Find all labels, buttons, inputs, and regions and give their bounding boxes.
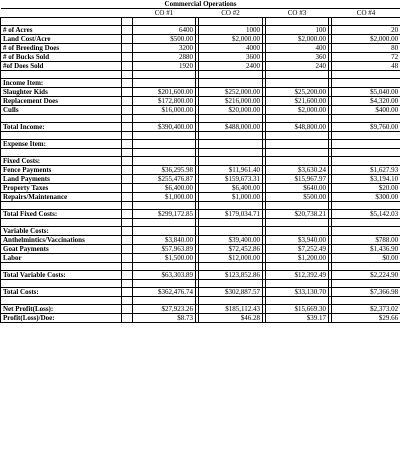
value-cell[interactable]: $29.66 [332, 314, 400, 323]
spacer-cell [122, 193, 133, 202]
value-cell[interactable]: $4,320.00 [332, 97, 400, 106]
value-cell[interactable]: $299,172.85 [133, 210, 196, 219]
value-cell[interactable]: $46.28 [199, 314, 263, 323]
value-cell[interactable] [266, 227, 329, 236]
value-cell[interactable] [199, 280, 263, 288]
corner-cell [1, 9, 122, 18]
table-row [1, 219, 400, 227]
value-cell[interactable] [133, 132, 196, 140]
spacer-cell [122, 18, 133, 26]
value-cell[interactable] [266, 157, 329, 166]
table-row [1, 202, 400, 210]
value-cell[interactable]: $5,040.00 [332, 88, 400, 97]
value-cell[interactable]: $16,000.00 [133, 106, 196, 115]
spacer-cell [122, 79, 133, 88]
table-row [1, 280, 400, 288]
value-cell[interactable] [199, 149, 263, 157]
spacer-cell [122, 280, 133, 288]
value-cell[interactable]: $1,436.90 [332, 245, 400, 254]
spacer-cell [122, 210, 133, 219]
value-cell[interactable] [133, 115, 196, 123]
spacer-cell [122, 245, 133, 254]
row-label-cell[interactable]: Fence Payments [1, 166, 122, 175]
value-cell[interactable]: $9,760.00 [332, 123, 400, 132]
value-cell[interactable]: $6,400.00 [199, 184, 263, 193]
value-cell[interactable]: $1,627.93 [332, 166, 400, 175]
value-cell[interactable] [266, 149, 329, 157]
table-row [1, 245, 400, 254]
value-cell[interactable]: 4000 [199, 44, 263, 53]
value-cell[interactable]: $1,200.00 [266, 254, 329, 263]
row-label-cell[interactable]: #of Does Sold [1, 62, 122, 71]
value-cell[interactable] [332, 263, 400, 271]
value-cell[interactable] [199, 297, 263, 305]
table-row [1, 254, 400, 263]
table-title: Commercial Operations [1, 1, 400, 9]
value-cell[interactable]: 3600 [199, 53, 263, 62]
value-cell[interactable]: $7,252.49 [266, 245, 329, 254]
table-row [1, 106, 400, 115]
row-label-cell[interactable]: # of Breeding Does [1, 44, 122, 53]
value-cell[interactable]: $2,000.00 [266, 35, 329, 44]
value-cell[interactable]: $362,476.74 [133, 288, 196, 297]
row-label-cell[interactable] [1, 263, 122, 271]
value-cell[interactable]: $216,000.00 [199, 97, 263, 106]
value-cell[interactable] [332, 140, 400, 149]
spacer-cell [122, 97, 133, 106]
value-cell[interactable]: $3,940.00 [266, 236, 329, 245]
table-row [1, 184, 400, 193]
table-row [1, 35, 400, 44]
spacer-cell [122, 254, 133, 263]
row-label-cell[interactable]: Land Cost/Acre [1, 35, 122, 44]
spacer-cell [122, 314, 133, 323]
row-label-cell[interactable] [1, 297, 122, 305]
value-cell[interactable]: $20.00 [332, 184, 400, 193]
value-cell[interactable]: 1000 [199, 26, 263, 35]
table-row [1, 44, 400, 53]
column-header[interactable]: CO #4 [332, 9, 400, 18]
table-row [1, 149, 400, 157]
spacer-cell [122, 219, 133, 227]
value-cell[interactable]: $57,963.89 [133, 245, 196, 254]
value-cell[interactable] [199, 219, 263, 227]
value-cell[interactable]: 400 [266, 44, 329, 53]
spacer-cell [122, 26, 133, 35]
spacer-cell [122, 227, 133, 236]
value-cell[interactable]: $27,923.26 [133, 305, 196, 314]
value-cell[interactable]: $201,600.00 [133, 88, 196, 97]
value-cell[interactable]: $1,000.00 [199, 193, 263, 202]
value-cell[interactable] [133, 140, 196, 149]
value-cell[interactable]: $2,000.00 [199, 35, 263, 44]
value-cell[interactable] [332, 115, 400, 123]
column-header[interactable]: CO #1 [133, 9, 196, 18]
table-row [1, 193, 400, 202]
column-header[interactable]: CO #2 [199, 9, 263, 18]
value-cell[interactable] [133, 149, 196, 157]
value-cell[interactable]: $15,967.97 [266, 175, 329, 184]
column-header[interactable]: CO #3 [266, 9, 329, 18]
spacer-cell [122, 132, 133, 140]
value-cell[interactable]: $2,000.00 [266, 106, 329, 115]
value-cell[interactable]: $2,000.00 [332, 35, 400, 44]
value-cell[interactable] [266, 140, 329, 149]
table-row [1, 18, 400, 26]
value-cell[interactable]: $159,673.31 [199, 175, 263, 184]
value-cell[interactable]: $300.00 [332, 193, 400, 202]
value-cell[interactable]: 48 [332, 62, 400, 71]
value-cell[interactable] [266, 297, 329, 305]
row-label-cell[interactable]: Variable Costs: [1, 227, 122, 236]
table-row [1, 97, 400, 106]
table-row [1, 166, 400, 175]
value-cell[interactable]: $252,000.00 [199, 88, 263, 97]
value-cell[interactable]: $72,452.86 [199, 245, 263, 254]
value-cell[interactable]: $21,600.00 [266, 97, 329, 106]
value-cell[interactable] [266, 219, 329, 227]
spacer-cell [122, 35, 133, 44]
spacer-cell [122, 263, 133, 271]
value-cell[interactable] [133, 71, 196, 79]
value-cell[interactable]: 20 [332, 26, 400, 35]
table-row [1, 288, 400, 297]
value-cell[interactable] [332, 280, 400, 288]
table-row [1, 123, 400, 132]
value-cell[interactable] [332, 149, 400, 157]
row-label-cell[interactable] [1, 202, 122, 210]
value-cell[interactable] [199, 140, 263, 149]
value-cell[interactable] [199, 132, 263, 140]
value-cell[interactable] [199, 263, 263, 271]
value-cell[interactable] [332, 227, 400, 236]
value-cell[interactable]: $2,224.90 [332, 271, 400, 280]
value-cell[interactable]: $1,500.00 [133, 254, 196, 263]
value-cell[interactable] [133, 263, 196, 271]
value-cell[interactable]: 1920 [133, 62, 196, 71]
value-cell[interactable]: 6400 [133, 26, 196, 35]
spacer-cell [122, 166, 133, 175]
value-cell[interactable] [199, 18, 263, 26]
value-cell[interactable]: $8.73 [133, 314, 196, 323]
table-row [1, 314, 400, 323]
table-row [1, 271, 400, 280]
row-label-cell[interactable]: Property Taxes [1, 184, 122, 193]
value-cell[interactable] [199, 79, 263, 88]
row-label-cell[interactable]: Slaughter Kids [1, 88, 122, 97]
row-label-cell[interactable]: Net Profit(Loss): [1, 305, 122, 314]
value-cell[interactable]: $12,392.49 [266, 271, 329, 280]
spacer-cell [122, 123, 133, 132]
row-label-cell[interactable] [1, 280, 122, 288]
value-cell[interactable]: $640.00 [266, 184, 329, 193]
value-cell[interactable]: 360 [266, 53, 329, 62]
row-label-cell[interactable]: Total Fixed Costs: [1, 210, 122, 219]
value-cell[interactable] [266, 18, 329, 26]
value-cell[interactable]: $5,142.03 [332, 210, 400, 219]
value-cell[interactable] [266, 71, 329, 79]
spacer-cell [122, 305, 133, 314]
spacer-cell [122, 236, 133, 245]
table-row [1, 132, 400, 140]
value-cell[interactable] [332, 18, 400, 26]
table-row [1, 62, 400, 71]
value-cell[interactable]: 2400 [199, 62, 263, 71]
value-cell[interactable]: 80 [332, 44, 400, 53]
table-row [1, 175, 400, 184]
value-cell[interactable]: $172,800.00 [133, 97, 196, 106]
value-cell[interactable]: $2,373.02 [332, 305, 400, 314]
value-cell[interactable]: $390,400.00 [133, 123, 196, 132]
table-row [1, 79, 400, 88]
value-cell[interactable]: $500.00 [133, 35, 196, 44]
value-cell[interactable] [332, 132, 400, 140]
spacer-cell [122, 175, 133, 184]
value-cell[interactable]: $39,400.00 [199, 236, 263, 245]
value-cell[interactable] [266, 79, 329, 88]
row-label-cell[interactable] [1, 115, 122, 123]
row-label-cell[interactable]: Anthelmintics/Vaccinations [1, 236, 122, 245]
value-cell[interactable]: $3,194.10 [332, 175, 400, 184]
table-row [1, 210, 400, 219]
value-cell[interactable] [199, 115, 263, 123]
value-cell[interactable]: $12,000.00 [199, 254, 263, 263]
value-cell[interactable] [332, 79, 400, 88]
value-cell[interactable] [133, 157, 196, 166]
row-label-cell[interactable]: Expense Item: [1, 140, 122, 149]
row-label-cell[interactable]: Total Costs: [1, 288, 122, 297]
value-cell[interactable]: 100 [266, 26, 329, 35]
row-label-cell[interactable] [1, 18, 122, 26]
table-row [1, 140, 400, 149]
row-label-cell[interactable]: Goat Payments [1, 245, 122, 254]
value-cell[interactable]: 72 [332, 53, 400, 62]
row-label-cell[interactable]: Culls [1, 106, 122, 115]
spacer-cell [122, 271, 133, 280]
value-cell[interactable]: $39.17 [266, 314, 329, 323]
commercial-operations-table [0, 1, 400, 323]
value-cell[interactable]: $3,840.00 [133, 236, 196, 245]
value-cell[interactable]: $500.00 [266, 193, 329, 202]
table-row [1, 227, 400, 236]
spacer-cell [122, 288, 133, 297]
value-cell[interactable] [199, 202, 263, 210]
value-cell[interactable] [266, 202, 329, 210]
table-body [1, 1, 400, 323]
value-cell[interactable]: $179,034.71 [199, 210, 263, 219]
value-cell[interactable] [266, 132, 329, 140]
spacer-cell [122, 140, 133, 149]
value-cell[interactable]: $1,000.00 [133, 193, 196, 202]
table-row [1, 115, 400, 123]
spacer-cell [122, 9, 133, 18]
row-label-cell[interactable]: Profit(Loss)/Doe: [1, 314, 122, 323]
row-label-cell[interactable]: Fixed Costs: [1, 157, 122, 166]
row-label-cell[interactable] [1, 219, 122, 227]
spacer-cell [122, 157, 133, 166]
row-label-cell[interactable]: # of Acres [1, 26, 122, 35]
value-cell[interactable] [133, 18, 196, 26]
value-cell[interactable]: $11,961.40 [199, 166, 263, 175]
spacer-cell [122, 71, 133, 79]
value-cell[interactable] [133, 227, 196, 236]
spacer-cell [122, 62, 133, 71]
value-cell[interactable] [133, 202, 196, 210]
value-cell[interactable] [199, 71, 263, 79]
row-label-cell[interactable]: Total Income: [1, 123, 122, 132]
spacer-cell [122, 106, 133, 115]
spacer-cell [122, 88, 133, 97]
value-cell[interactable]: 240 [266, 62, 329, 71]
title-row [1, 1, 400, 9]
value-cell[interactable]: $6,400.00 [133, 184, 196, 193]
value-cell[interactable] [133, 219, 196, 227]
value-cell[interactable]: $255,476.87 [133, 175, 196, 184]
value-cell[interactable] [133, 297, 196, 305]
row-label-cell[interactable] [1, 71, 122, 79]
value-cell[interactable]: $25,200.00 [266, 88, 329, 97]
value-cell[interactable] [266, 263, 329, 271]
value-cell[interactable]: $788.00 [332, 236, 400, 245]
table-row [1, 26, 400, 35]
value-cell[interactable] [332, 219, 400, 227]
value-cell[interactable]: $302,887.57 [199, 288, 263, 297]
row-label-cell[interactable]: Income Item: [1, 79, 122, 88]
value-cell[interactable]: $33,130.70 [266, 288, 329, 297]
value-cell[interactable]: $36,295.98 [133, 166, 196, 175]
table-row [1, 157, 400, 166]
value-cell[interactable] [332, 202, 400, 210]
table-row [1, 297, 400, 305]
value-cell[interactable]: $3,630.24 [266, 166, 329, 175]
value-cell[interactable]: $488,000.00 [199, 123, 263, 132]
row-label-cell[interactable]: Repairs/Maintenance [1, 193, 122, 202]
table-row [1, 305, 400, 314]
spacer-cell [122, 53, 133, 62]
spacer-cell [122, 184, 133, 193]
value-cell[interactable] [332, 157, 400, 166]
value-cell[interactable]: 2880 [133, 53, 196, 62]
row-label-cell[interactable] [1, 132, 122, 140]
spacer-cell [122, 202, 133, 210]
column-header-row [1, 9, 400, 18]
value-cell[interactable] [199, 157, 263, 166]
spacer-cell [122, 115, 133, 123]
value-cell[interactable] [266, 280, 329, 288]
row-label-cell[interactable]: # of Bucks Sold [1, 53, 122, 62]
row-label-cell[interactable]: Total Variable Costs: [1, 271, 122, 280]
row-label-cell[interactable]: Replacement Does [1, 97, 122, 106]
value-cell[interactable]: $48,800.00 [266, 123, 329, 132]
spacer-cell [122, 297, 133, 305]
value-cell[interactable]: $7,366.98 [332, 288, 400, 297]
value-cell[interactable]: 3200 [133, 44, 196, 53]
value-cell[interactable]: $123,852.86 [199, 271, 263, 280]
value-cell[interactable]: $20,000.00 [199, 106, 263, 115]
row-label-cell[interactable]: Labor [1, 254, 122, 263]
value-cell[interactable]: $63,303.89 [133, 271, 196, 280]
spacer-cell [122, 44, 133, 53]
value-cell[interactable] [332, 71, 400, 79]
spacer-cell [122, 149, 133, 157]
value-cell[interactable]: $400.00 [332, 106, 400, 115]
value-cell[interactable] [133, 79, 196, 88]
value-cell[interactable]: $0.00 [332, 254, 400, 263]
row-label-cell[interactable]: Land Payments [1, 175, 122, 184]
row-label-cell[interactable] [1, 149, 122, 157]
value-cell[interactable]: $20,738.21 [266, 210, 329, 219]
table-row [1, 88, 400, 97]
table-row [1, 236, 400, 245]
value-cell[interactable] [133, 280, 196, 288]
value-cell[interactable]: $185,112.43 [199, 305, 263, 314]
table-row [1, 71, 400, 79]
value-cell[interactable] [332, 297, 400, 305]
table-row [1, 53, 400, 62]
value-cell[interactable] [266, 115, 329, 123]
value-cell[interactable]: $15,669.30 [266, 305, 329, 314]
value-cell[interactable] [199, 227, 263, 236]
table-row [1, 263, 400, 271]
